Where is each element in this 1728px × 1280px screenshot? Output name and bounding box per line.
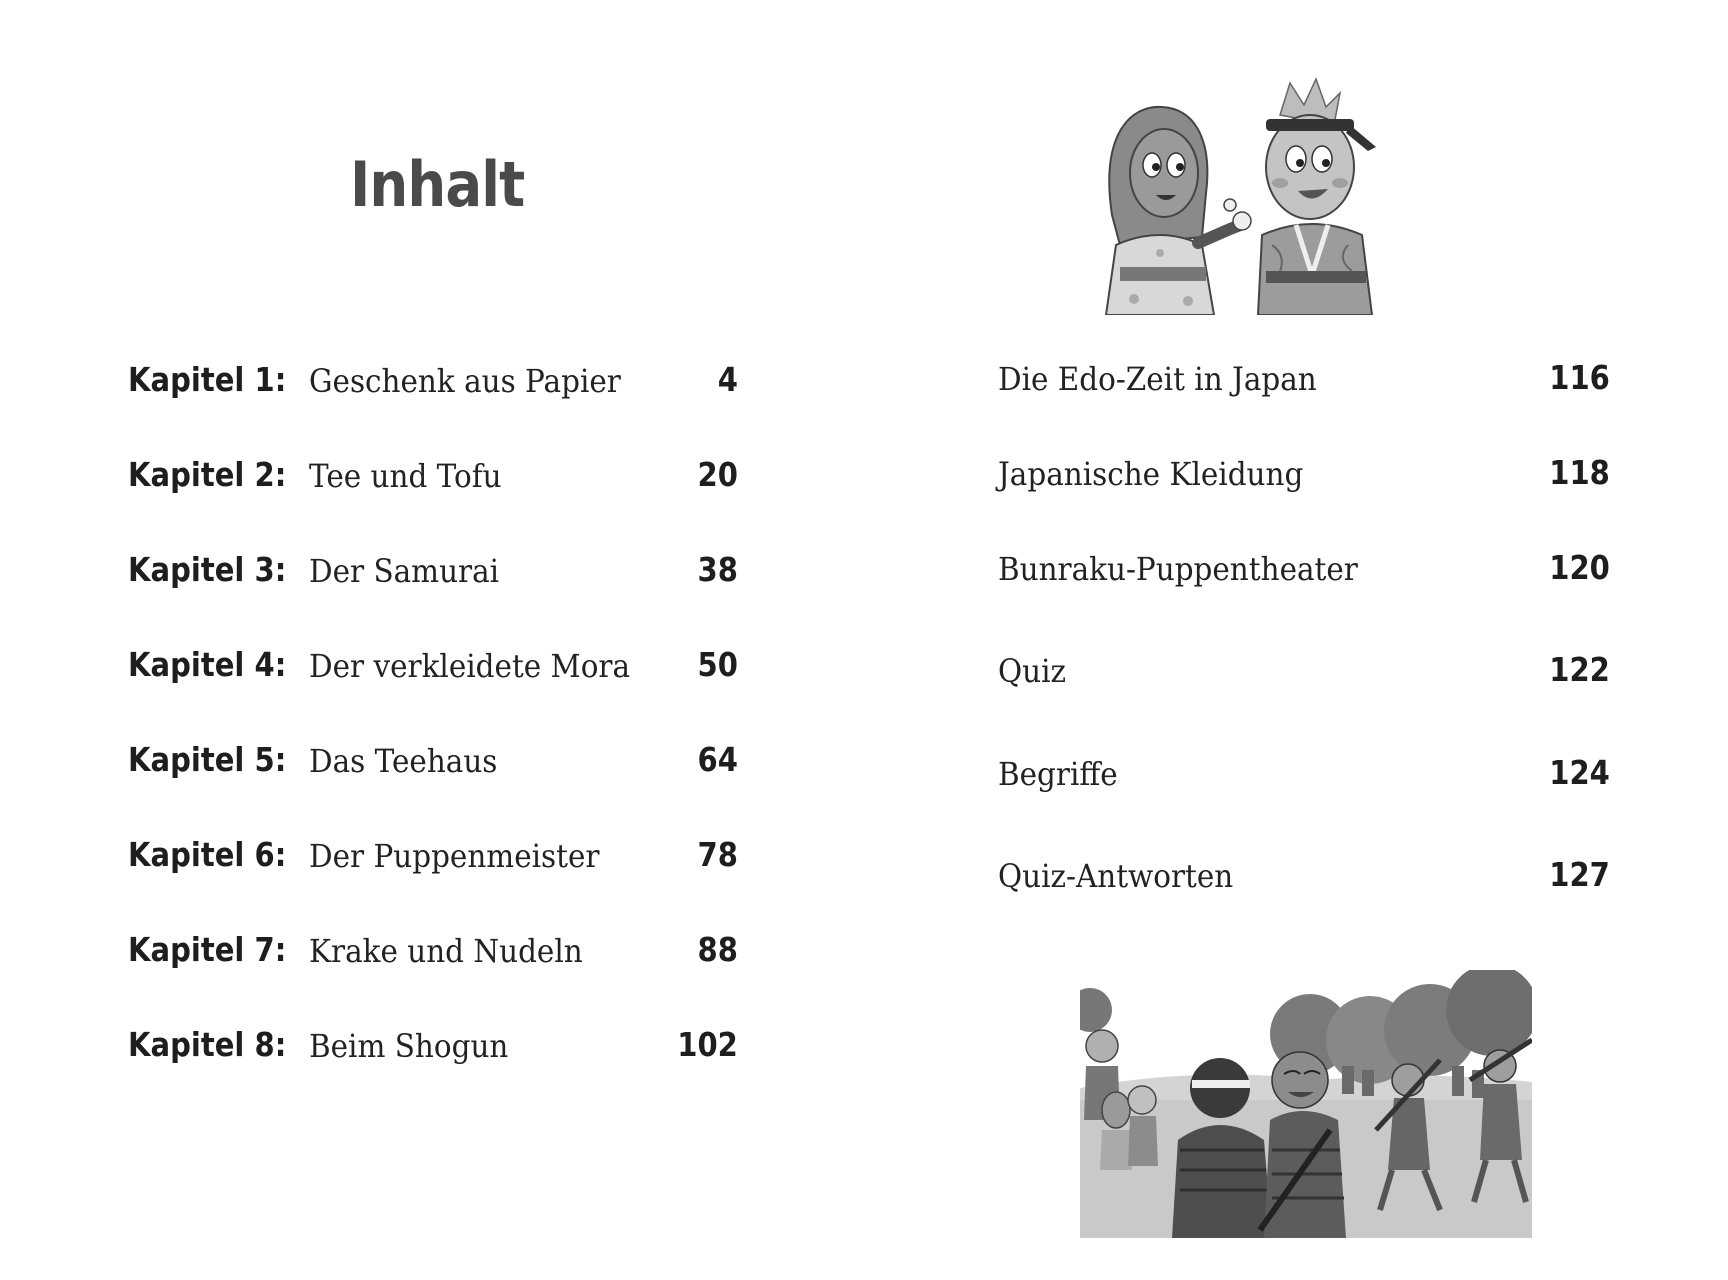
- toc-entry-chapter-3[interactable]: [128, 550, 738, 600]
- chapter-title: Geschenk aus Papier: [309, 362, 621, 400]
- toc-entry-chapter-4[interactable]: [128, 645, 738, 695]
- appendix-title: Quiz-Antworten: [998, 857, 1234, 895]
- page-number: 116: [1549, 358, 1610, 397]
- appendix-title: Begriffe: [998, 755, 1118, 793]
- chapter-label: Kapitel 4:: [128, 645, 287, 684]
- children-illustration: [1090, 75, 1390, 315]
- toc-entry-chapter-2[interactable]: [128, 455, 738, 505]
- toc-entry-chapter-1[interactable]: [128, 360, 738, 410]
- page-number: 102: [677, 1025, 738, 1064]
- toc-entry-quiz[interactable]: [998, 650, 1610, 700]
- toc-entry-quiz-antworten[interactable]: [998, 855, 1610, 905]
- chapter-label: Kapitel 3:: [128, 550, 287, 589]
- page-number: 118: [1549, 453, 1610, 492]
- chapter-label: Kapitel 7:: [128, 930, 287, 969]
- page-number: 78: [697, 835, 738, 874]
- chapter-title: Tee und Tofu: [309, 457, 502, 495]
- page-number: 127: [1549, 855, 1610, 894]
- samurai-scene-illustration: [1080, 970, 1532, 1238]
- chapter-title: Der Samurai: [309, 552, 500, 590]
- page-number: 50: [697, 645, 738, 684]
- toc-entry-chapter-7[interactable]: [128, 930, 738, 980]
- chapter-label: Kapitel 6:: [128, 835, 287, 874]
- chapter-title: Der verkleidete Mora: [309, 647, 631, 685]
- page-number: 38: [697, 550, 738, 589]
- appendix-list: [998, 358, 1610, 918]
- chapter-list: [128, 360, 738, 1080]
- appendix-title: Die Edo-Zeit in Japan: [998, 360, 1317, 398]
- chapter-title: Beim Shogun: [309, 1027, 509, 1065]
- toc-entry-bunraku[interactable]: [998, 548, 1610, 598]
- toc-entry-chapter-8[interactable]: [128, 1025, 738, 1075]
- chapter-label: Kapitel 1:: [128, 360, 287, 399]
- page-number: 122: [1549, 650, 1610, 689]
- page-number: 4: [717, 360, 738, 399]
- toc-entry-chapter-5[interactable]: [128, 740, 738, 790]
- page-number: 64: [697, 740, 738, 779]
- chapter-title: Das Teehaus: [309, 742, 498, 780]
- page-number: 120: [1549, 548, 1610, 587]
- toc-entry-edo-zeit[interactable]: [998, 358, 1610, 408]
- page-number: 124: [1549, 753, 1610, 792]
- toc-entry-kleidung[interactable]: [998, 453, 1610, 503]
- page-number: 88: [697, 930, 738, 969]
- page-number: 20: [697, 455, 738, 494]
- toc-entry-begriffe[interactable]: [998, 753, 1610, 803]
- chapter-title: Der Puppenmeister: [309, 837, 600, 875]
- chapter-title: Krake und Nudeln: [309, 932, 583, 970]
- appendix-title: Japanische Kleidung: [998, 455, 1304, 493]
- toc-entry-chapter-6[interactable]: [128, 835, 738, 885]
- chapter-label: Kapitel 8:: [128, 1025, 287, 1064]
- page-title: Inhalt: [350, 148, 525, 221]
- appendix-title: Bunraku-Puppentheater: [998, 550, 1358, 588]
- chapter-label: Kapitel 2:: [128, 455, 287, 494]
- chapter-label: Kapitel 5:: [128, 740, 287, 779]
- appendix-title: Quiz: [998, 652, 1067, 690]
